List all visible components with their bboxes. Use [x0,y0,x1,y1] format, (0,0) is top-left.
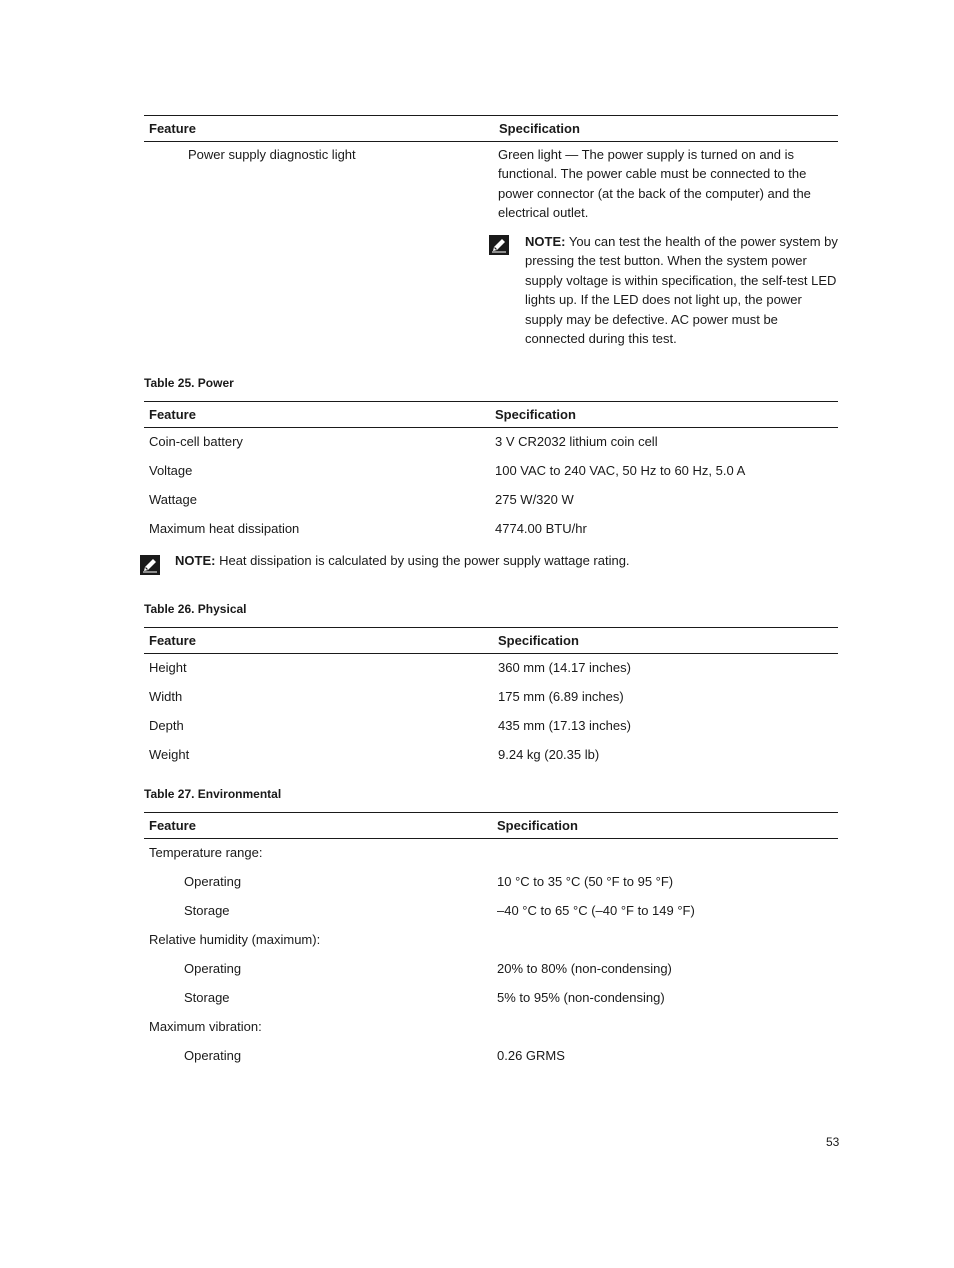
table-row [144,515,838,544]
table-header [144,402,838,427]
row-feature: Storage [184,903,230,918]
row-feature: Relative humidity (maximum): [149,932,321,947]
table-row [144,955,838,984]
note-label: NOTE: [175,553,216,568]
note-label: NOTE: [525,234,566,249]
page-number: 53 [826,1135,840,1149]
row-feature: Maximum vibration: [149,1019,262,1034]
row-spec: 175 mm (6.89 inches) [498,689,624,704]
table-header [144,628,838,653]
row-feature: Wattage [149,492,197,507]
table-26-caption: Table 26. Physical [144,602,247,616]
row-spec: 5% to 95% (non-condensing) [497,990,665,1005]
header-feature: Feature [149,633,196,648]
header-specification: Specification [497,818,578,833]
table-row [144,712,838,741]
table-row [144,1042,838,1071]
header-specification: Specification [498,633,579,648]
header-feature: Feature [149,121,196,136]
table-26-physical [144,627,838,770]
row-feature: Coin-cell battery [149,434,243,449]
table-row [144,654,838,683]
table-header [144,813,838,838]
row-spec: 20% to 80% (non-condensing) [497,961,672,976]
note-text: Heat dissipation is calculated by using the power supply wattage rating. [219,553,630,568]
row-spec: 10 °C to 35 °C (50 °F to 95 °F) [497,874,674,889]
row-spec: 435 mm (17.13 inches) [498,718,631,733]
table-row [144,428,838,457]
table-27-caption: Table 27. Environmental [144,787,282,801]
table-25-power [144,401,838,544]
table-row [144,486,838,515]
row-feature: Operating [184,874,242,889]
table-row [144,1013,838,1042]
row-feature: Temperature range: [149,845,263,860]
row-spec: 9.24 kg (20.35 lb) [498,747,600,762]
row-feature: Height [149,660,187,675]
row-spec: –40 °C to 65 °C (–40 °F to 149 °F) [497,903,695,918]
row-spec: 4774.00 BTU/hr [495,521,587,536]
table-row [144,868,838,897]
table-header [144,116,838,141]
table-25-caption: Table 25. Power [144,376,234,390]
row-feature: Maximum heat dissipation [149,521,300,536]
table-row [144,984,838,1013]
row-feature: Operating [184,1048,242,1063]
header-feature: Feature [149,818,196,833]
power-supply-diagnostic-light-spec: Green light — The power supply is turned on and is functional. The power cable must be connected to the power connector (at the back of the computer) and the electrical outlet. [498,147,811,221]
header-feature: Feature [149,407,196,422]
table-row [144,741,838,770]
row-spec: 275 W/320 W [495,492,574,507]
row-spec: 3 V CR2032 lithium coin cell [495,434,658,449]
row-feature: Voltage [149,463,193,478]
header-specification: Specification [495,407,576,422]
power-test-note [525,232,840,348]
table-row [144,926,838,955]
row-feature: Weight [149,747,190,762]
power-supply-diagnostic-light-label: Power supply diagnostic light [188,147,356,162]
pencil-note-icon [489,235,509,255]
table-row [144,457,838,486]
row-spec: 360 mm (14.17 inches) [498,660,631,675]
table-row [144,897,838,926]
table-27-environmental [144,812,838,1071]
row-feature: Operating [184,961,242,976]
row-spec: 0.26 GRMS [497,1048,565,1063]
table-row [144,683,838,712]
row-feature: Storage [184,990,230,1005]
heat-dissipation-note [175,551,835,570]
table-power-supply-continued [144,115,838,142]
header-specification: Specification [499,121,580,136]
pencil-note-icon [140,555,160,575]
row-spec: 100 VAC to 240 VAC, 50 Hz to 60 Hz, 5.0 A [495,463,746,478]
row-feature: Depth [149,718,184,733]
note-text: You can test the health of the power system by pressing the test button. When the system power supply voltage is within specification, the self-test LED lights up. If the LED does not light up, the power supply may be defective. AC power must be connected during this test. [525,234,838,347]
table-row [144,839,838,868]
row-feature: Width [149,689,183,704]
